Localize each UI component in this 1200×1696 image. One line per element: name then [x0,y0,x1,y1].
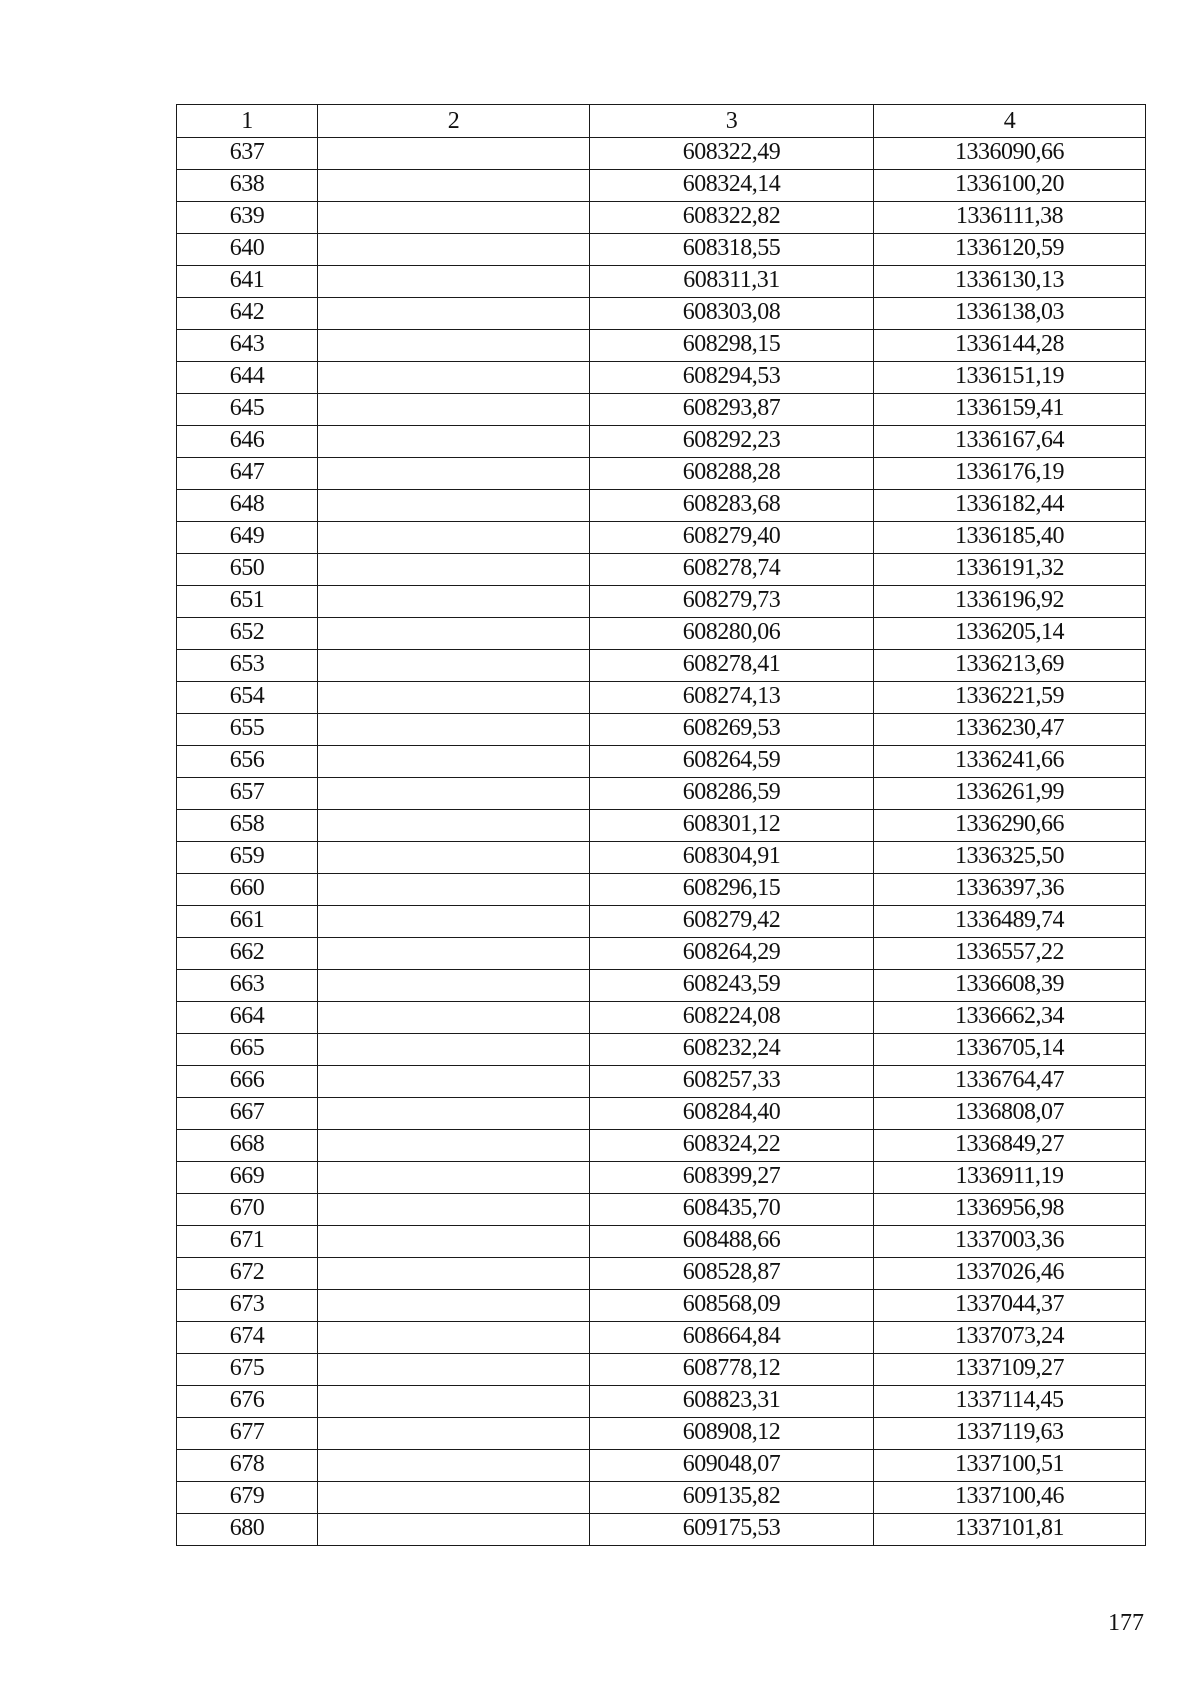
table-row [177,970,1146,1002]
description-cell [318,490,590,522]
point-number-cell: 651 [177,586,318,618]
table-row [177,298,1146,330]
y-coordinate-cell: 1336557,22 [874,938,1146,970]
description-cell [318,266,590,298]
x-coordinate-cell: 608324,14 [590,170,874,202]
table-row [177,1322,1146,1354]
y-coordinate-cell: 1336608,39 [874,970,1146,1002]
y-coordinate-cell: 1337101,81 [874,1514,1146,1546]
y-coordinate-cell: 1337109,27 [874,1354,1146,1386]
x-coordinate-cell: 608568,09 [590,1290,874,1322]
x-coordinate-cell: 608294,53 [590,362,874,394]
description-cell [318,1322,590,1354]
point-number-cell: 641 [177,266,318,298]
point-number-cell: 666 [177,1066,318,1098]
y-coordinate-cell: 1336196,92 [874,586,1146,618]
y-coordinate-cell: 1336956,98 [874,1194,1146,1226]
x-coordinate-cell: 608283,68 [590,490,874,522]
table-row [177,650,1146,682]
x-coordinate-cell: 608293,87 [590,394,874,426]
point-number-cell: 644 [177,362,318,394]
point-number-cell: 662 [177,938,318,970]
x-coordinate-cell: 608232,24 [590,1034,874,1066]
y-coordinate-cell: 1337003,36 [874,1226,1146,1258]
point-number-cell: 661 [177,906,318,938]
table-row [177,1290,1146,1322]
table-row [177,1450,1146,1482]
y-coordinate-cell: 1336911,19 [874,1162,1146,1194]
point-number-cell: 664 [177,1002,318,1034]
y-coordinate-cell: 1336489,74 [874,906,1146,938]
y-coordinate-cell: 1336176,19 [874,458,1146,490]
point-number-cell: 668 [177,1130,318,1162]
x-coordinate-cell: 608301,12 [590,810,874,842]
description-cell [318,298,590,330]
x-coordinate-cell: 608908,12 [590,1418,874,1450]
y-coordinate-cell: 1336182,44 [874,490,1146,522]
description-cell [318,522,590,554]
description-cell [318,234,590,266]
x-coordinate-cell: 609048,07 [590,1450,874,1482]
x-coordinate-cell: 608284,40 [590,1098,874,1130]
table-row [177,362,1146,394]
table-row [177,618,1146,650]
point-number-cell: 677 [177,1418,318,1450]
y-coordinate-cell: 1336808,07 [874,1098,1146,1130]
y-coordinate-cell: 1336205,14 [874,618,1146,650]
table-row [177,1514,1146,1546]
description-cell [318,778,590,810]
point-number-cell: 637 [177,138,318,170]
x-coordinate-cell: 608322,49 [590,138,874,170]
description-cell [318,842,590,874]
x-coordinate-cell: 608243,59 [590,970,874,1002]
y-coordinate-cell: 1337073,24 [874,1322,1146,1354]
y-coordinate-cell: 1336230,47 [874,714,1146,746]
x-coordinate-cell: 608778,12 [590,1354,874,1386]
table-row [177,874,1146,906]
y-coordinate-cell: 1337044,37 [874,1290,1146,1322]
table-row [177,746,1146,778]
description-cell [318,618,590,650]
table-row [177,1002,1146,1034]
table-row [177,1226,1146,1258]
description-cell [318,362,590,394]
description-cell [318,1066,590,1098]
point-number-cell: 678 [177,1450,318,1482]
description-cell [318,170,590,202]
point-number-cell: 654 [177,682,318,714]
x-coordinate-cell: 608280,06 [590,618,874,650]
y-coordinate-cell: 1336151,19 [874,362,1146,394]
y-coordinate-cell: 1336290,66 [874,810,1146,842]
y-coordinate-cell: 1336849,27 [874,1130,1146,1162]
y-coordinate-cell: 1336185,40 [874,522,1146,554]
description-cell [318,1098,590,1130]
description-cell [318,810,590,842]
table-row [177,1130,1146,1162]
description-cell [318,938,590,970]
description-cell [318,714,590,746]
table-row [177,1098,1146,1130]
table-row [177,1066,1146,1098]
description-cell [318,970,590,1002]
column-header: 3 [590,105,874,138]
x-coordinate-cell: 608286,59 [590,778,874,810]
x-coordinate-cell: 608278,74 [590,554,874,586]
x-coordinate-cell: 608279,40 [590,522,874,554]
y-coordinate-cell: 1336221,59 [874,682,1146,714]
header-row [177,105,1146,138]
y-coordinate-cell: 1336325,50 [874,842,1146,874]
y-coordinate-cell: 1337114,45 [874,1386,1146,1418]
description-cell [318,650,590,682]
description-cell [318,1258,590,1290]
x-coordinate-cell: 609135,82 [590,1482,874,1514]
y-coordinate-cell: 1336764,47 [874,1066,1146,1098]
x-coordinate-cell: 608264,29 [590,938,874,970]
point-number-cell: 648 [177,490,318,522]
description-cell [318,1002,590,1034]
point-number-cell: 653 [177,650,318,682]
point-number-cell: 642 [177,298,318,330]
y-coordinate-cell: 1336138,03 [874,298,1146,330]
point-number-cell: 658 [177,810,318,842]
table-row [177,522,1146,554]
y-coordinate-cell: 1336130,13 [874,266,1146,298]
x-coordinate-cell: 608324,22 [590,1130,874,1162]
description-cell [318,1290,590,1322]
y-coordinate-cell: 1336120,59 [874,234,1146,266]
x-coordinate-cell: 608318,55 [590,234,874,266]
table-row [177,138,1146,170]
description-cell [318,682,590,714]
description-cell [318,330,590,362]
point-number-cell: 660 [177,874,318,906]
y-coordinate-cell: 1336144,28 [874,330,1146,362]
point-number-cell: 638 [177,170,318,202]
y-coordinate-cell: 1337119,63 [874,1418,1146,1450]
table-row [177,202,1146,234]
point-number-cell: 669 [177,1162,318,1194]
point-number-cell: 671 [177,1226,318,1258]
x-coordinate-cell: 608528,87 [590,1258,874,1290]
description-cell [318,426,590,458]
description-cell [318,1226,590,1258]
description-cell [318,1354,590,1386]
table-row [177,458,1146,490]
y-coordinate-cell: 1336100,20 [874,170,1146,202]
description-cell [318,1130,590,1162]
description-cell [318,202,590,234]
x-coordinate-cell: 608664,84 [590,1322,874,1354]
description-cell [318,746,590,778]
x-coordinate-cell: 608296,15 [590,874,874,906]
x-coordinate-cell: 608274,13 [590,682,874,714]
table-row [177,1258,1146,1290]
y-coordinate-cell: 1336167,64 [874,426,1146,458]
table-row [177,1194,1146,1226]
description-cell [318,1482,590,1514]
point-number-cell: 663 [177,970,318,1002]
table-row [177,1482,1146,1514]
table-row [177,938,1146,970]
table-row [177,1162,1146,1194]
y-coordinate-cell: 1336213,69 [874,650,1146,682]
point-number-cell: 670 [177,1194,318,1226]
point-number-cell: 674 [177,1322,318,1354]
description-cell [318,1162,590,1194]
table-row [177,426,1146,458]
description-cell [318,1386,590,1418]
point-number-cell: 673 [177,1290,318,1322]
y-coordinate-cell: 1336111,38 [874,202,1146,234]
x-coordinate-cell: 608311,31 [590,266,874,298]
description-cell [318,1418,590,1450]
point-number-cell: 646 [177,426,318,458]
y-coordinate-cell: 1337100,46 [874,1482,1146,1514]
y-coordinate-cell: 1336241,66 [874,746,1146,778]
y-coordinate-cell: 1336261,99 [874,778,1146,810]
x-coordinate-cell: 608264,59 [590,746,874,778]
point-number-cell: 640 [177,234,318,266]
table-row [177,554,1146,586]
x-coordinate-cell: 608823,31 [590,1386,874,1418]
table-row [177,234,1146,266]
y-coordinate-cell: 1336705,14 [874,1034,1146,1066]
point-number-cell: 675 [177,1354,318,1386]
table-row [177,1034,1146,1066]
point-number-cell: 672 [177,1258,318,1290]
point-number-cell: 639 [177,202,318,234]
description-cell [318,586,590,618]
column-header: 2 [318,105,590,138]
table-row [177,1386,1146,1418]
point-number-cell: 656 [177,746,318,778]
x-coordinate-cell: 608298,15 [590,330,874,362]
column-header: 1 [177,105,318,138]
y-coordinate-cell: 1337026,46 [874,1258,1146,1290]
x-coordinate-cell: 608269,53 [590,714,874,746]
table-row [177,1418,1146,1450]
table-header [177,105,1146,138]
description-cell [318,1450,590,1482]
point-number-cell: 667 [177,1098,318,1130]
y-coordinate-cell: 1336397,36 [874,874,1146,906]
x-coordinate-cell: 609175,53 [590,1514,874,1546]
column-header: 4 [874,105,1146,138]
table-row [177,810,1146,842]
y-coordinate-cell: 1336090,66 [874,138,1146,170]
x-coordinate-cell: 608304,91 [590,842,874,874]
point-number-cell: 679 [177,1482,318,1514]
description-cell [318,1514,590,1546]
description-cell [318,554,590,586]
table-row [177,682,1146,714]
table-body [177,138,1146,1546]
page-number: 177 [1108,1610,1144,1636]
point-number-cell: 652 [177,618,318,650]
point-number-cell: 657 [177,778,318,810]
table-row [177,842,1146,874]
table-row [177,778,1146,810]
point-number-cell: 665 [177,1034,318,1066]
x-coordinate-cell: 608435,70 [590,1194,874,1226]
x-coordinate-cell: 608279,42 [590,906,874,938]
y-coordinate-cell: 1337100,51 [874,1450,1146,1482]
x-coordinate-cell: 608224,08 [590,1002,874,1034]
y-coordinate-cell: 1336191,32 [874,554,1146,586]
table-row [177,586,1146,618]
x-coordinate-cell: 608279,73 [590,586,874,618]
point-number-cell: 649 [177,522,318,554]
point-number-cell: 655 [177,714,318,746]
x-coordinate-cell: 608399,27 [590,1162,874,1194]
table-row [177,330,1146,362]
table-row [177,170,1146,202]
table-row [177,490,1146,522]
point-number-cell: 645 [177,394,318,426]
table-row [177,1354,1146,1386]
y-coordinate-cell: 1336159,41 [874,394,1146,426]
point-number-cell: 647 [177,458,318,490]
table-row [177,714,1146,746]
table-row [177,906,1146,938]
description-cell [318,1194,590,1226]
description-cell [318,874,590,906]
point-number-cell: 650 [177,554,318,586]
x-coordinate-cell: 608278,41 [590,650,874,682]
description-cell [318,138,590,170]
description-cell [318,394,590,426]
point-number-cell: 659 [177,842,318,874]
table-row [177,394,1146,426]
table-row [177,266,1146,298]
point-number-cell: 643 [177,330,318,362]
x-coordinate-cell: 608322,82 [590,202,874,234]
x-coordinate-cell: 608288,28 [590,458,874,490]
x-coordinate-cell: 608488,66 [590,1226,874,1258]
description-cell [318,906,590,938]
point-number-cell: 676 [177,1386,318,1418]
x-coordinate-cell: 608303,08 [590,298,874,330]
point-number-cell: 680 [177,1514,318,1546]
x-coordinate-cell: 608257,33 [590,1066,874,1098]
description-cell [318,458,590,490]
y-coordinate-cell: 1336662,34 [874,1002,1146,1034]
description-cell [318,1034,590,1066]
coordinates-table [176,104,1146,1546]
x-coordinate-cell: 608292,23 [590,426,874,458]
